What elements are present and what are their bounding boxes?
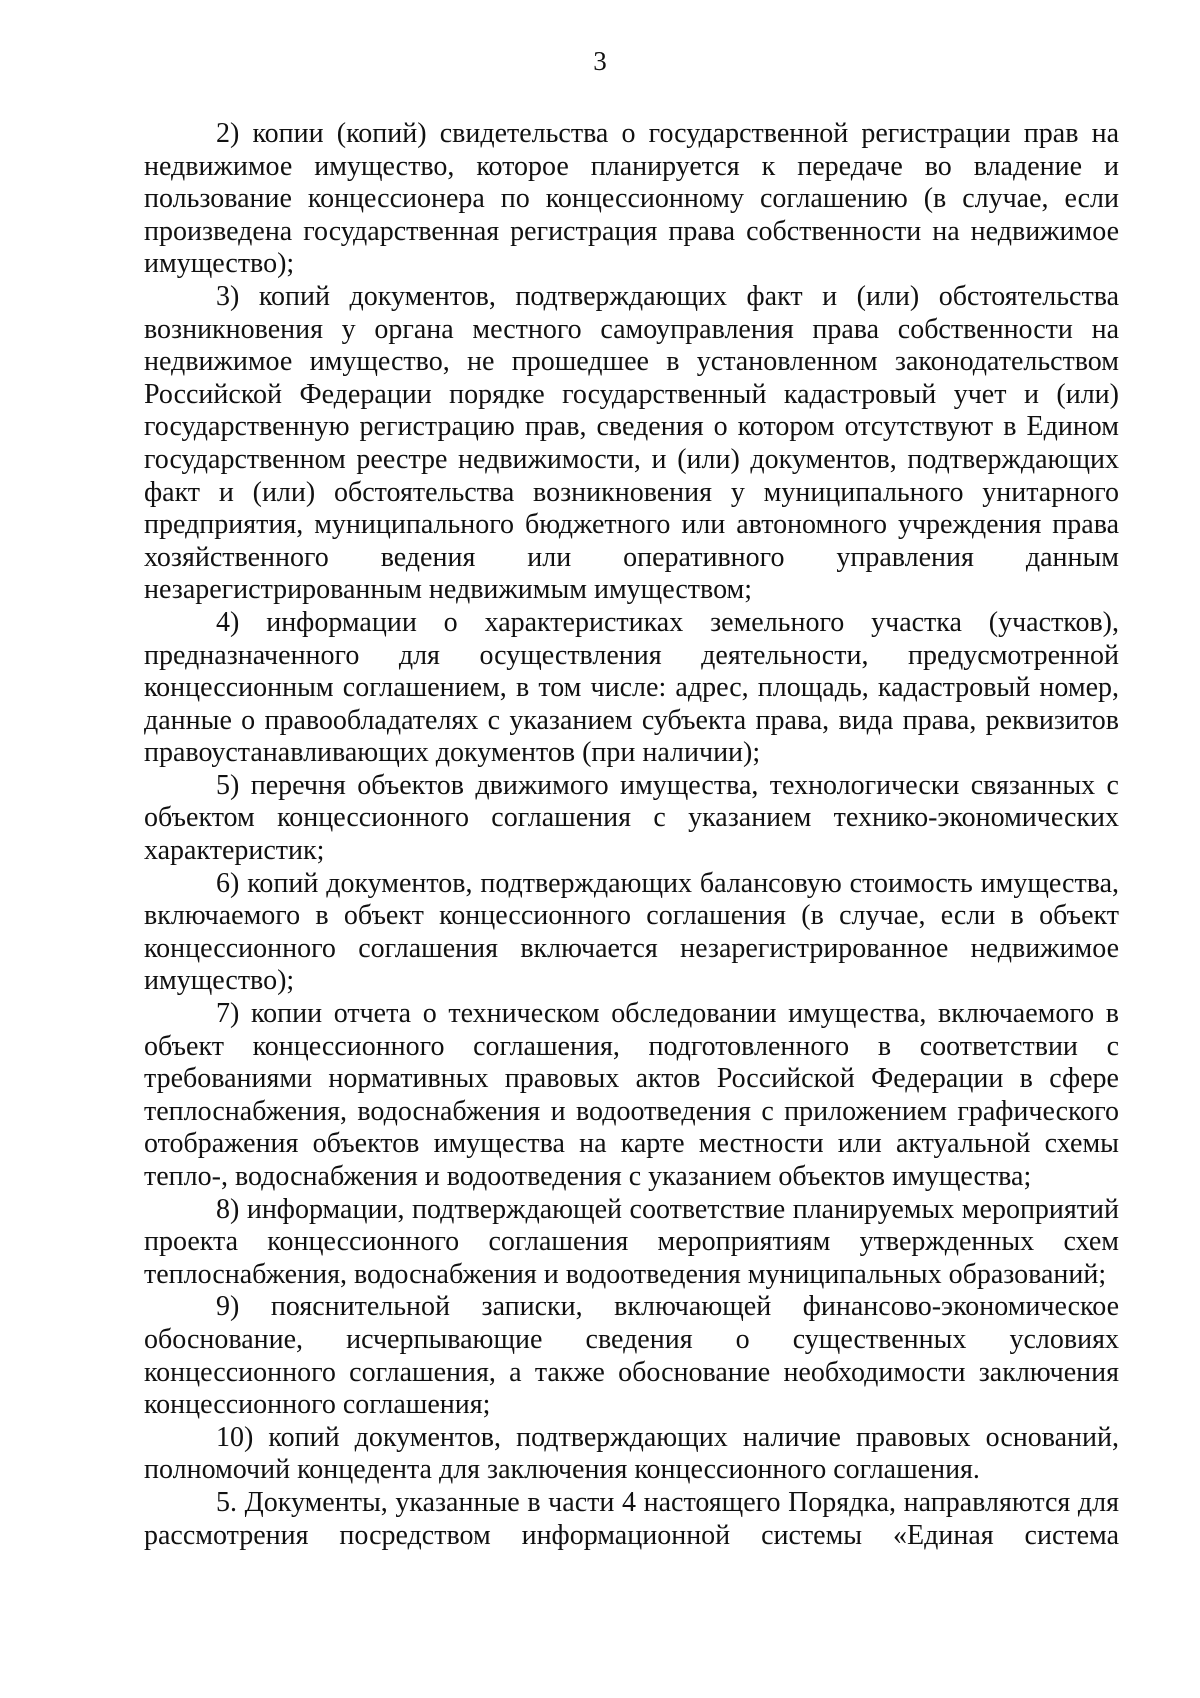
list-item-6: 6) копий документов, подтверждающих балансовую стоимость имущества, включаемого в объект концессионного соглашения (в случае, если в объект концессионного соглашения включается незарегистрированное недвижимое имущество); bbox=[144, 867, 1119, 997]
list-item-5: 5) перечня объектов движимого имущества, технологически связанных с объектом концессионного соглашения с указанием технико-экономических характеристик; bbox=[144, 769, 1119, 867]
list-item-7: 7) копии отчета о техническом обследовании имущества, включаемого в объект концессионного соглашения, подготовленного в соответствии с требованиями нормативных правовых актов Российской Федерации в сфере теплоснабжения, водоснабжения и водоотведения с приложением графического отображения объектов имущества на карте местности или актуальной схемы тепло-, водоснабжения и водоотведения с указанием объектов имущества; bbox=[144, 998, 1119, 1192]
list-item-10: 10) копий документов, подтверждающих наличие правовых оснований, полномочий концедента для заключения концессионного соглашения. bbox=[144, 1421, 1119, 1486]
list-item-3: 3) копий документов, подтверждающих факт и (или) обстоятельства возникновения у органа местного самоуправления права собственности на недвижимое имущество, не прошедшее в установленном законодательством Российской Федерации порядке государственный кадастровый учет и (или) государственную регистрацию прав, сведения о котором отсутствуют в Едином государственном реестре недвижимости, и (или) документов, подтверждающих факт и (или) обстоятельства возникновения у муниципального унитарного предприятия, муниципального бюджетного или автономного учреждения права хозяйственного ведения или оперативного управления данным незарегистрированным недвижимым имуществом; bbox=[144, 280, 1119, 606]
page-number: 3 bbox=[593, 46, 607, 76]
list-item-8: 8) информации, подтверждающей соответствие планируемых мероприятий проекта концессионного соглашения мероприятиям утвержденных схем теплоснабжения, водоснабжения и водоотведения муниципальных образований; bbox=[144, 1193, 1119, 1290]
section-5-paragraph: 5. Документы, указанные в части 4 настоящего Порядка, направляются для рассмотрения посредством информационной системы «Единая система bbox=[144, 1486, 1119, 1551]
list-item-4: 4) информации о характеристиках земельного участка (участков), предназначенного для осуществления деятельности, предусмотренной концессионным соглашением, в том числе: адрес, площадь, кадастровый номер, данные о правообладателях с указанием субъекта права, вида права, реквизитов правоустанавливающих документов (при наличии); bbox=[144, 606, 1119, 769]
list-item-9: 9) пояснительной записки, включающей финансово-экономическое обоснование, исчерпывающие сведения о существенных условиях концессионного соглашения, а также обоснование необходимости заключения концессионного соглашения; bbox=[144, 1291, 1119, 1421]
document-body bbox=[144, 118, 1119, 1552]
list-item-2: 2) копии (копий) свидетельства о государственной регистрации прав на недвижимое имущество, которое планируется к передаче во владение и пользование концессионера по концессионному соглашению (в случае, если произведена государственная регистрация права собственности на недвижимое имущество); bbox=[144, 118, 1119, 280]
